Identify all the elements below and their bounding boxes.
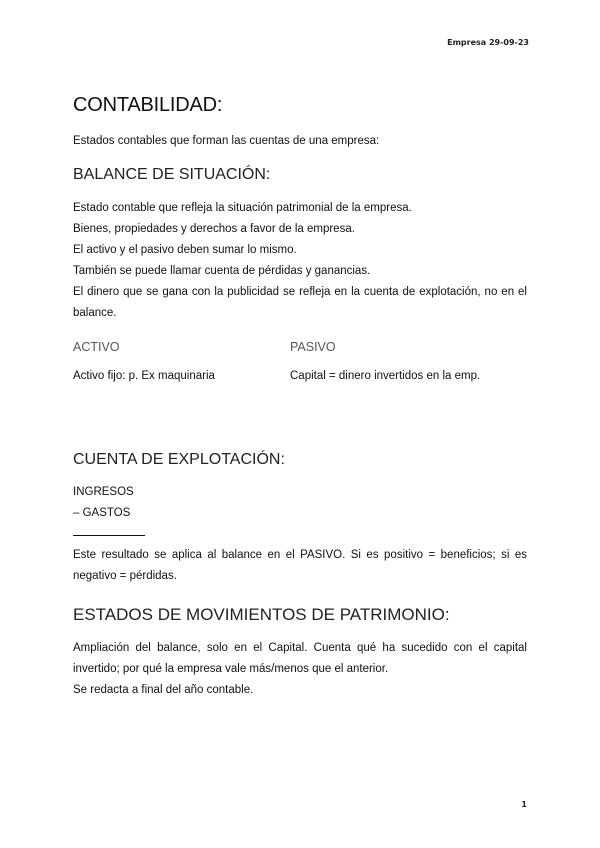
balance-line: También se puede llamar cuenta de pérdidas y ganancias. (73, 265, 371, 277)
document-title: CONTABILIDAD: (73, 94, 223, 116)
pasivo-column (290, 340, 481, 382)
cuenta-heading: CUENTA DE EXPLOTACIÓN: (73, 451, 285, 468)
balance-line: El activo y el pasivo deben sumar lo mismo. (73, 244, 297, 256)
page-number: 1 (521, 800, 527, 809)
estados-line: Se redacta a final del año contable. (73, 684, 254, 696)
estados-heading: ESTADOS DE MOVIMIENTOS DE PATRIMONIO: (73, 605, 450, 624)
pasivo-item: Capital = dinero invertidos en la emp. (290, 370, 481, 382)
balance-heading: BALANCE DE SITUACIÓN: (73, 166, 271, 183)
activo-heading: ACTIVO (73, 340, 120, 354)
balance-line: Bienes, propiedades y derechos a favor de la empresa. (73, 223, 355, 235)
cuenta-lines (73, 482, 134, 524)
pasivo-heading: PASIVO (290, 340, 336, 354)
balance-line: El dinero que se gana con la publicidad se refleja en la cuenta de explotación, no en el balance. (73, 286, 527, 319)
gastos-line: – GASTOS (73, 507, 131, 519)
intro-text: Estados contables que forman las cuentas de una empresa: (73, 135, 380, 147)
result-rule (73, 535, 145, 536)
page-header: Empresa 29-09-23 (447, 38, 529, 47)
activo-column (73, 340, 215, 382)
balance-body (73, 198, 527, 324)
activo-item: Activo fijo: p. Ex maquinaria (73, 370, 215, 382)
cuenta-result-text: Este resultado se aplica al balance en el PASIVO. Si es positivo = beneficios; si es negativo = pérdidas. (73, 549, 527, 582)
estados-paragraph: Ampliación del balance, solo en el Capital. Cuenta qué ha sucedido con el capital invertido; por qué la empresa vale más/menos que el anterior. (73, 642, 527, 675)
estados-body (73, 638, 527, 701)
ingresos-line: INGRESOS (73, 486, 134, 498)
balance-line: Estado contable que refleja la situación patrimonial de la empresa. (73, 202, 412, 214)
